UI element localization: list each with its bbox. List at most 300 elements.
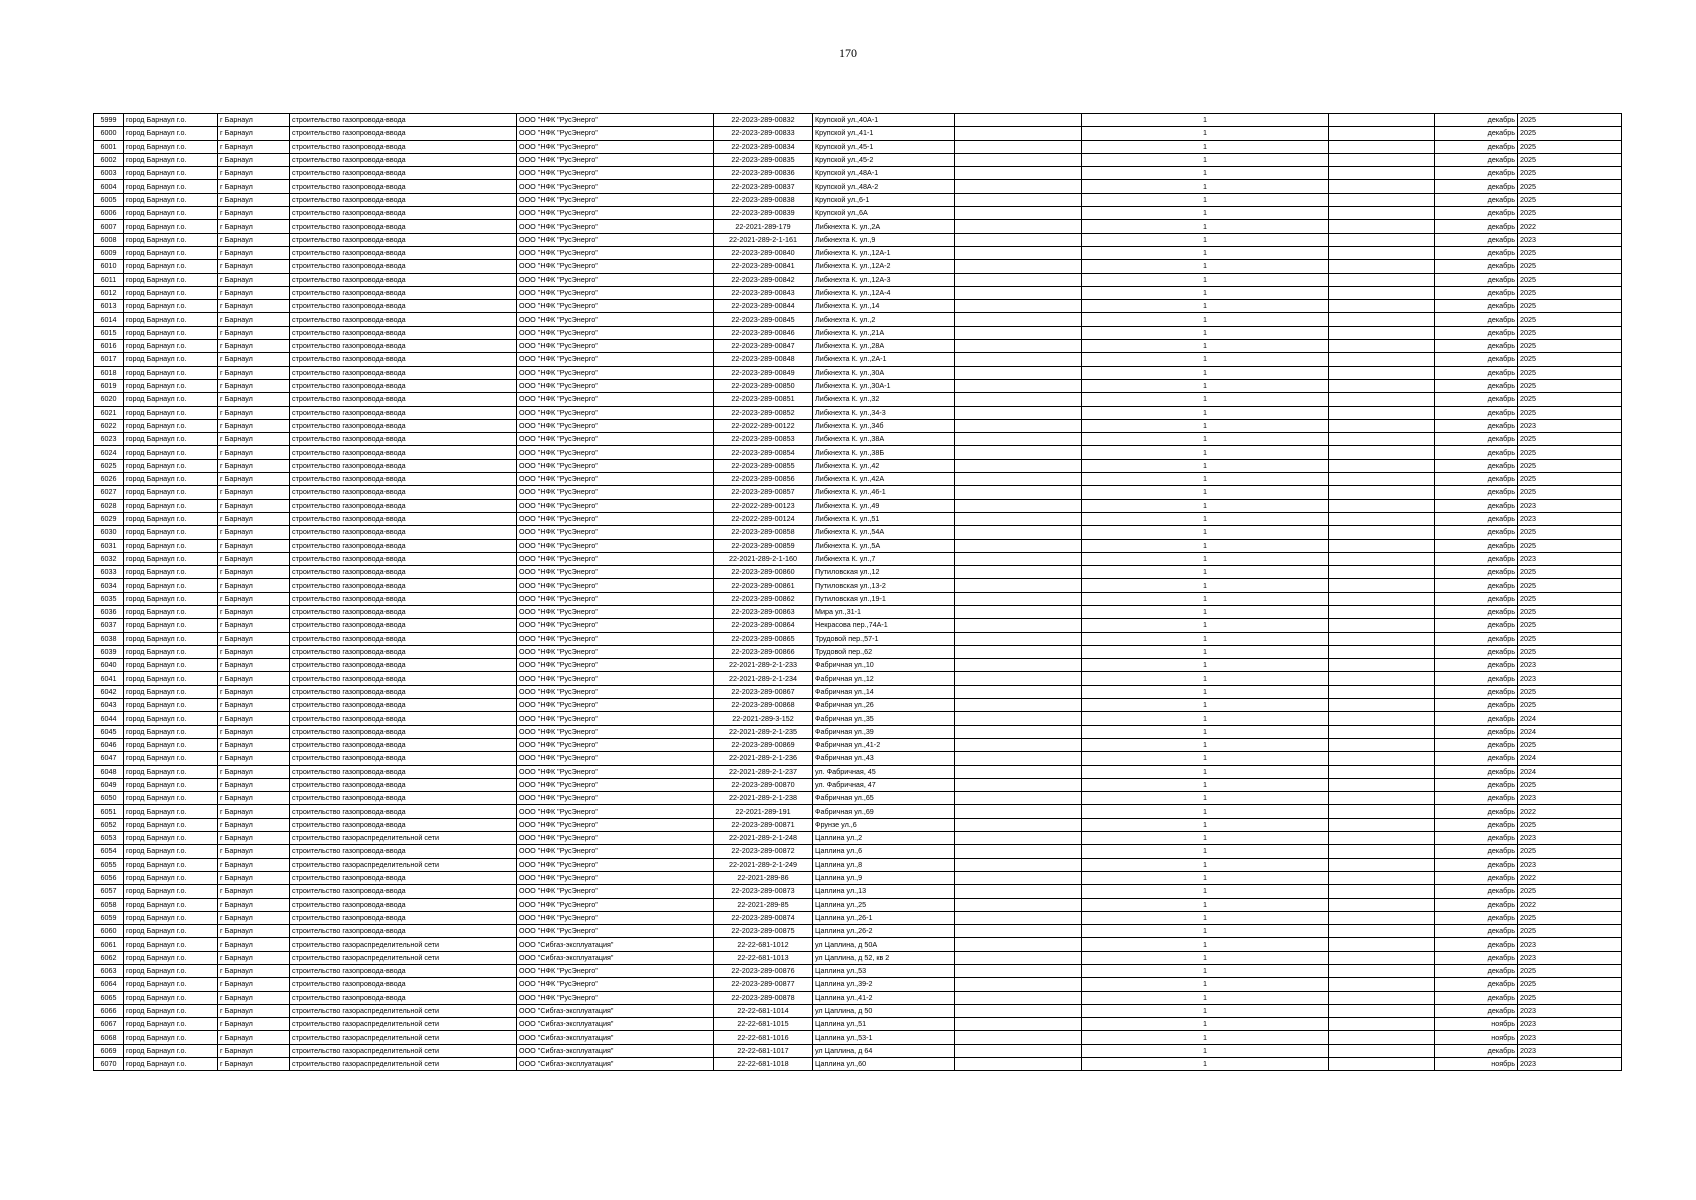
organization-cell: ООО "НФК "РусЭнерго": [517, 300, 714, 313]
row-number-cell: 6024: [94, 446, 124, 459]
empty-cell-cell: [955, 685, 1082, 698]
work-type-cell: строительство газопровода-ввода: [290, 433, 517, 446]
work-type-cell: строительство газопровода-ввода: [290, 911, 517, 924]
address-cell: Либкнехта К. ул.,9: [813, 233, 955, 246]
address-cell: Либкнехта К. ул.,12А-1: [813, 246, 955, 259]
quantity-cell: 1: [1082, 978, 1329, 991]
row-number-cell: 6001: [94, 140, 124, 153]
year-cell: 2023: [1518, 951, 1622, 964]
organization-cell: ООО "НФК "РусЭнерго": [517, 273, 714, 286]
locality-cell: г Барнаул: [218, 1058, 290, 1071]
municipality-cell: город Барнаул г.о.: [124, 246, 218, 259]
work-type-cell: строительство газопровода-ввода: [290, 925, 517, 938]
locality-cell: г Барнаул: [218, 752, 290, 765]
address-cell: Либкнехта К. ул.,12А-4: [813, 286, 955, 299]
empty-cell-cell: [955, 459, 1082, 472]
work-type-cell: строительство газопровода-ввода: [290, 978, 517, 991]
month-cell: декабрь: [1435, 446, 1518, 459]
organization-cell: ООО "НФК "РусЭнерго": [517, 539, 714, 552]
row-number-cell: 6056: [94, 871, 124, 884]
registration-number-cell: 22-2021-289-2-1-237: [714, 765, 813, 778]
table-row: [94, 167, 1622, 180]
locality-cell: г Барнаул: [218, 645, 290, 658]
municipality-cell: город Барнаул г.о.: [124, 499, 218, 512]
registration-number-cell: 22-2023-289-00877: [714, 978, 813, 991]
municipality-cell: город Барнаул г.о.: [124, 1004, 218, 1017]
municipality-cell: город Барнаул г.о.: [124, 765, 218, 778]
organization-cell: ООО "НФК "РусЭнерго": [517, 486, 714, 499]
registration-number-cell: 22-2023-289-00868: [714, 699, 813, 712]
year-cell: 2025: [1518, 885, 1622, 898]
empty-cell-cell: [955, 273, 1082, 286]
table-row: [94, 672, 1622, 685]
address-cell: Либкнехта К. ул.,12А-2: [813, 260, 955, 273]
table-row: [94, 832, 1622, 845]
table-row: [94, 353, 1622, 366]
table-row: [94, 978, 1622, 991]
locality-cell: г Барнаул: [218, 326, 290, 339]
year-cell: 2025: [1518, 539, 1622, 552]
locality-cell: г Барнаул: [218, 353, 290, 366]
month-cell: декабрь: [1435, 526, 1518, 539]
registration-number-cell: 22-2023-289-00849: [714, 366, 813, 379]
empty-cell-cell: [955, 473, 1082, 486]
locality-cell: г Барнаул: [218, 313, 290, 326]
locality-cell: г Барнаул: [218, 366, 290, 379]
month-cell: декабрь: [1435, 340, 1518, 353]
table-row: [94, 712, 1622, 725]
row-number-cell: 6028: [94, 499, 124, 512]
registration-number-cell: 22-2021-289-2-1-160: [714, 552, 813, 565]
table-row: [94, 499, 1622, 512]
address-cell: Либкнехта К. ул.,38А: [813, 433, 955, 446]
empty-cell-cell: [1329, 685, 1435, 698]
year-cell: 2025: [1518, 393, 1622, 406]
month-cell: декабрь: [1435, 805, 1518, 818]
row-number-cell: 6033: [94, 566, 124, 579]
address-cell: Крупской ул.,45-1: [813, 140, 955, 153]
locality-cell: г Барнаул: [218, 512, 290, 525]
municipality-cell: город Барнаул г.о.: [124, 832, 218, 845]
month-cell: декабрь: [1435, 486, 1518, 499]
table-row: [94, 207, 1622, 220]
address-cell: Либкнехта К. ул.,7: [813, 552, 955, 565]
month-cell: декабрь: [1435, 752, 1518, 765]
address-cell: Крупской ул.,6-1: [813, 193, 955, 206]
month-cell: ноябрь: [1435, 1058, 1518, 1071]
month-cell: декабрь: [1435, 579, 1518, 592]
registration-number-cell: 22-2021-289-179: [714, 220, 813, 233]
table-row: [94, 486, 1622, 499]
empty-cell-cell: [1329, 659, 1435, 672]
month-cell: декабрь: [1435, 818, 1518, 831]
table-row: [94, 233, 1622, 246]
quantity-cell: 1: [1082, 885, 1329, 898]
year-cell: 2025: [1518, 273, 1622, 286]
work-type-cell: строительство газопровода-ввода: [290, 991, 517, 1004]
work-type-cell: строительство газопровода-ввода: [290, 406, 517, 419]
row-number-cell: 6060: [94, 925, 124, 938]
organization-cell: ООО "НФК "РусЭнерго": [517, 406, 714, 419]
municipality-cell: город Барнаул г.о.: [124, 379, 218, 392]
empty-cell-cell: [1329, 180, 1435, 193]
month-cell: декабрь: [1435, 473, 1518, 486]
address-cell: Либкнехта К. ул.,42А: [813, 473, 955, 486]
empty-cell-cell: [1329, 499, 1435, 512]
month-cell: декабрь: [1435, 925, 1518, 938]
address-cell: Цаплина ул.,13: [813, 885, 955, 898]
registration-number-cell: 22-2022-289-00122: [714, 419, 813, 432]
registration-number-cell: 22-2023-289-00847: [714, 340, 813, 353]
address-cell: Цаплина ул.,26-2: [813, 925, 955, 938]
registration-number-cell: 22-2023-289-00875: [714, 925, 813, 938]
quantity-cell: 1: [1082, 911, 1329, 924]
municipality-cell: город Барнаул г.о.: [124, 167, 218, 180]
table-row: [94, 871, 1622, 884]
empty-cell-cell: [955, 486, 1082, 499]
empty-cell-cell: [1329, 566, 1435, 579]
locality-cell: г Барнаул: [218, 951, 290, 964]
registration-number-cell: 22-2021-289-2-1-235: [714, 725, 813, 738]
organization-cell: ООО "НФК "РусЭнерго": [517, 645, 714, 658]
registry-table-body: [94, 114, 1622, 1071]
organization-cell: ООО "Сибгаз-эксплуатация": [517, 1018, 714, 1031]
table-row: [94, 406, 1622, 419]
table-row: [94, 552, 1622, 565]
quantity-cell: 1: [1082, 1031, 1329, 1044]
table-row: [94, 965, 1622, 978]
empty-cell-cell: [1329, 153, 1435, 166]
locality-cell: г Барнаул: [218, 552, 290, 565]
month-cell: декабрь: [1435, 207, 1518, 220]
page-number: 170: [839, 46, 857, 60]
table-row: [94, 220, 1622, 233]
month-cell: декабрь: [1435, 645, 1518, 658]
registration-number-cell: 22-2023-289-00857: [714, 486, 813, 499]
work-type-cell: строительство газопровода-ввода: [290, 792, 517, 805]
row-number-cell: 6047: [94, 752, 124, 765]
table-row: [94, 180, 1622, 193]
address-cell: Либкнехта К. ул.,2: [813, 313, 955, 326]
empty-cell-cell: [955, 167, 1082, 180]
month-cell: декабрь: [1435, 379, 1518, 392]
locality-cell: г Барнаул: [218, 685, 290, 698]
registration-number-cell: 22-2023-289-00866: [714, 645, 813, 658]
address-cell: Фабричная ул.,12: [813, 672, 955, 685]
empty-cell-cell: [955, 991, 1082, 1004]
address-cell: ул Цаплина, д 50А: [813, 938, 955, 951]
empty-cell-cell: [955, 645, 1082, 658]
empty-cell-cell: [1329, 672, 1435, 685]
locality-cell: г Барнаул: [218, 632, 290, 645]
row-number-cell: 6068: [94, 1031, 124, 1044]
empty-cell-cell: [1329, 898, 1435, 911]
month-cell: декабрь: [1435, 552, 1518, 565]
month-cell: декабрь: [1435, 738, 1518, 751]
table-row: [94, 885, 1622, 898]
quantity-cell: 1: [1082, 765, 1329, 778]
locality-cell: г Барнаул: [218, 712, 290, 725]
registration-number-cell: 22-2023-289-00871: [714, 818, 813, 831]
table-row: [94, 938, 1622, 951]
empty-cell-cell: [955, 738, 1082, 751]
quantity-cell: 1: [1082, 871, 1329, 884]
month-cell: декабрь: [1435, 114, 1518, 127]
row-number-cell: 6069: [94, 1044, 124, 1057]
registration-number-cell: 22-2023-289-00833: [714, 127, 813, 140]
table-row: [94, 366, 1622, 379]
work-type-cell: строительство газораспределительной сети: [290, 858, 517, 871]
month-cell: декабрь: [1435, 632, 1518, 645]
month-cell: декабрь: [1435, 353, 1518, 366]
row-number-cell: 6055: [94, 858, 124, 871]
registration-number-cell: 22-2023-289-00878: [714, 991, 813, 1004]
empty-cell-cell: [1329, 991, 1435, 1004]
empty-cell-cell: [1329, 552, 1435, 565]
work-type-cell: строительство газопровода-ввода: [290, 605, 517, 618]
year-cell: 2025: [1518, 619, 1622, 632]
month-cell: декабрь: [1435, 433, 1518, 446]
quantity-cell: 1: [1082, 180, 1329, 193]
municipality-cell: город Барнаул г.о.: [124, 1044, 218, 1057]
month-cell: декабрь: [1435, 233, 1518, 246]
registration-number-cell: 22-2023-289-00862: [714, 592, 813, 605]
registration-number-cell: 22-2023-289-00869: [714, 738, 813, 751]
address-cell: Цаплина ул.,53-1: [813, 1031, 955, 1044]
quantity-cell: 1: [1082, 858, 1329, 871]
locality-cell: г Барнаул: [218, 938, 290, 951]
address-cell: Цаплина ул.,39-2: [813, 978, 955, 991]
organization-cell: ООО "НФК "РусЭнерго": [517, 566, 714, 579]
quantity-cell: 1: [1082, 1044, 1329, 1057]
year-cell: 2025: [1518, 366, 1622, 379]
empty-cell-cell: [955, 938, 1082, 951]
registration-number-cell: 22-2023-289-00842: [714, 273, 813, 286]
municipality-cell: город Барнаул г.о.: [124, 805, 218, 818]
table-row: [94, 379, 1622, 392]
row-number-cell: 6008: [94, 233, 124, 246]
municipality-cell: город Барнаул г.о.: [124, 313, 218, 326]
month-cell: декабрь: [1435, 858, 1518, 871]
work-type-cell: строительство газопровода-ввода: [290, 286, 517, 299]
year-cell: 2023: [1518, 672, 1622, 685]
address-cell: Трудовой пер.,57-1: [813, 632, 955, 645]
row-number-cell: 6000: [94, 127, 124, 140]
empty-cell-cell: [1329, 1031, 1435, 1044]
table-row: [94, 313, 1622, 326]
organization-cell: ООО "НФК "РусЭнерго": [517, 818, 714, 831]
row-number-cell: 6050: [94, 792, 124, 805]
empty-cell-cell: [1329, 818, 1435, 831]
empty-cell-cell: [955, 659, 1082, 672]
empty-cell-cell: [955, 512, 1082, 525]
empty-cell-cell: [955, 951, 1082, 964]
registration-number-cell: 22-2023-289-00874: [714, 911, 813, 924]
empty-cell-cell: [955, 233, 1082, 246]
empty-cell-cell: [955, 672, 1082, 685]
empty-cell-cell: [1329, 792, 1435, 805]
organization-cell: ООО "Сибгаз-эксплуатация": [517, 1058, 714, 1071]
locality-cell: г Барнаул: [218, 114, 290, 127]
work-type-cell: строительство газопровода-ввода: [290, 885, 517, 898]
month-cell: декабрь: [1435, 313, 1518, 326]
year-cell: 2024: [1518, 752, 1622, 765]
address-cell: Крупской ул.,48А-2: [813, 180, 955, 193]
row-number-cell: 6021: [94, 406, 124, 419]
quantity-cell: 1: [1082, 778, 1329, 791]
municipality-cell: город Барнаул г.о.: [124, 818, 218, 831]
registration-number-cell: 22-22-681-1016: [714, 1031, 813, 1044]
locality-cell: г Барнаул: [218, 778, 290, 791]
row-number-cell: 6006: [94, 207, 124, 220]
registration-number-cell: 22-2022-289-00124: [714, 512, 813, 525]
table-row: [94, 579, 1622, 592]
work-type-cell: строительство газопровода-ввода: [290, 619, 517, 632]
year-cell: 2025: [1518, 526, 1622, 539]
locality-cell: г Барнаул: [218, 419, 290, 432]
empty-cell-cell: [1329, 539, 1435, 552]
municipality-cell: город Барнаул г.о.: [124, 885, 218, 898]
registration-number-cell: 22-2021-289-2-1-161: [714, 233, 813, 246]
month-cell: декабрь: [1435, 566, 1518, 579]
municipality-cell: город Барнаул г.о.: [124, 433, 218, 446]
quantity-cell: 1: [1082, 366, 1329, 379]
work-type-cell: строительство газопровода-ввода: [290, 486, 517, 499]
quantity-cell: 1: [1082, 512, 1329, 525]
municipality-cell: город Барнаул г.о.: [124, 592, 218, 605]
address-cell: Фабричная ул.,41-2: [813, 738, 955, 751]
work-type-cell: строительство газопровода-ввода: [290, 632, 517, 645]
locality-cell: г Барнаул: [218, 273, 290, 286]
quantity-cell: 1: [1082, 526, 1329, 539]
empty-cell-cell: [1329, 778, 1435, 791]
year-cell: 2025: [1518, 353, 1622, 366]
address-cell: Цаплина ул.,8: [813, 858, 955, 871]
empty-cell-cell: [1329, 845, 1435, 858]
locality-cell: г Барнаул: [218, 340, 290, 353]
month-cell: декабрь: [1435, 459, 1518, 472]
registration-number-cell: 22-2021-289-2-1-236: [714, 752, 813, 765]
row-number-cell: 6052: [94, 818, 124, 831]
row-number-cell: 6002: [94, 153, 124, 166]
quantity-cell: 1: [1082, 898, 1329, 911]
organization-cell: ООО "НФК "РусЭнерго": [517, 712, 714, 725]
row-number-cell: 6017: [94, 353, 124, 366]
work-type-cell: строительство газопровода-ввода: [290, 167, 517, 180]
locality-cell: г Барнаул: [218, 1018, 290, 1031]
organization-cell: ООО "Сибгаз-эксплуатация": [517, 1044, 714, 1057]
municipality-cell: город Барнаул г.о.: [124, 193, 218, 206]
organization-cell: ООО "НФК "РусЭнерго": [517, 393, 714, 406]
empty-cell-cell: [1329, 699, 1435, 712]
locality-cell: г Барнаул: [218, 260, 290, 273]
municipality-cell: город Барнаул г.о.: [124, 366, 218, 379]
year-cell: 2025: [1518, 818, 1622, 831]
organization-cell: ООО "НФК "РусЭнерго": [517, 353, 714, 366]
month-cell: декабрь: [1435, 978, 1518, 991]
work-type-cell: строительство газопровода-ввода: [290, 592, 517, 605]
registry-table: [93, 113, 1622, 1071]
quantity-cell: 1: [1082, 605, 1329, 618]
empty-cell-cell: [955, 552, 1082, 565]
year-cell: 2023: [1518, 938, 1622, 951]
address-cell: Цаплина ул.,41-2: [813, 991, 955, 1004]
table-row: [94, 1044, 1622, 1057]
empty-cell-cell: [1329, 114, 1435, 127]
registration-number-cell: 22-2023-289-00867: [714, 685, 813, 698]
work-type-cell: строительство газопровода-ввода: [290, 260, 517, 273]
month-cell: декабрь: [1435, 419, 1518, 432]
registration-number-cell: 22-2023-289-00865: [714, 632, 813, 645]
month-cell: декабрь: [1435, 605, 1518, 618]
registration-number-cell: 22-2023-289-00859: [714, 539, 813, 552]
row-number-cell: 6022: [94, 419, 124, 432]
organization-cell: ООО "НФК "РусЭнерго": [517, 153, 714, 166]
municipality-cell: город Барнаул г.о.: [124, 539, 218, 552]
work-type-cell: строительство газопровода-ввода: [290, 207, 517, 220]
empty-cell-cell: [955, 406, 1082, 419]
registration-number-cell: 22-2023-289-00860: [714, 566, 813, 579]
empty-cell-cell: [1329, 765, 1435, 778]
row-number-cell: 6030: [94, 526, 124, 539]
municipality-cell: город Барнаул г.о.: [124, 925, 218, 938]
year-cell: 2025: [1518, 207, 1622, 220]
organization-cell: ООО "НФК "РусЭнерго": [517, 167, 714, 180]
empty-cell-cell: [1329, 326, 1435, 339]
organization-cell: ООО "НФК "РусЭнерго": [517, 127, 714, 140]
municipality-cell: город Барнаул г.о.: [124, 911, 218, 924]
municipality-cell: город Барнаул г.о.: [124, 858, 218, 871]
empty-cell-cell: [1329, 300, 1435, 313]
table-row: [94, 300, 1622, 313]
year-cell: 2025: [1518, 193, 1622, 206]
registration-number-cell: 22-2021-289-2-1-248: [714, 832, 813, 845]
municipality-cell: город Барнаул г.о.: [124, 938, 218, 951]
empty-cell-cell: [955, 353, 1082, 366]
year-cell: 2023: [1518, 1058, 1622, 1071]
month-cell: декабрь: [1435, 127, 1518, 140]
year-cell: 2023: [1518, 832, 1622, 845]
locality-cell: г Барнаул: [218, 486, 290, 499]
month-cell: декабрь: [1435, 260, 1518, 273]
address-cell: Мира ул.,31-1: [813, 605, 955, 618]
table-row: [94, 114, 1622, 127]
locality-cell: г Барнаул: [218, 127, 290, 140]
organization-cell: ООО "Сибгаз-эксплуатация": [517, 1031, 714, 1044]
quantity-cell: 1: [1082, 419, 1329, 432]
row-number-cell: 6026: [94, 473, 124, 486]
address-cell: Цаплина ул.,25: [813, 898, 955, 911]
row-number-cell: 6020: [94, 393, 124, 406]
municipality-cell: город Барнаул г.о.: [124, 326, 218, 339]
locality-cell: г Барнаул: [218, 473, 290, 486]
empty-cell-cell: [1329, 752, 1435, 765]
locality-cell: г Барнаул: [218, 792, 290, 805]
address-cell: Либкнехта К. ул.,21А: [813, 326, 955, 339]
municipality-cell: город Барнаул г.о.: [124, 605, 218, 618]
municipality-cell: город Барнаул г.о.: [124, 738, 218, 751]
year-cell: 2022: [1518, 871, 1622, 884]
registration-number-cell: 22-2023-289-00835: [714, 153, 813, 166]
table-row: [94, 1058, 1622, 1071]
quantity-cell: 1: [1082, 1058, 1329, 1071]
year-cell: 2023: [1518, 233, 1622, 246]
work-type-cell: строительство газопровода-ввода: [290, 579, 517, 592]
row-number-cell: 6067: [94, 1018, 124, 1031]
empty-cell-cell: [955, 140, 1082, 153]
quantity-cell: 1: [1082, 167, 1329, 180]
year-cell: 2023: [1518, 1004, 1622, 1017]
